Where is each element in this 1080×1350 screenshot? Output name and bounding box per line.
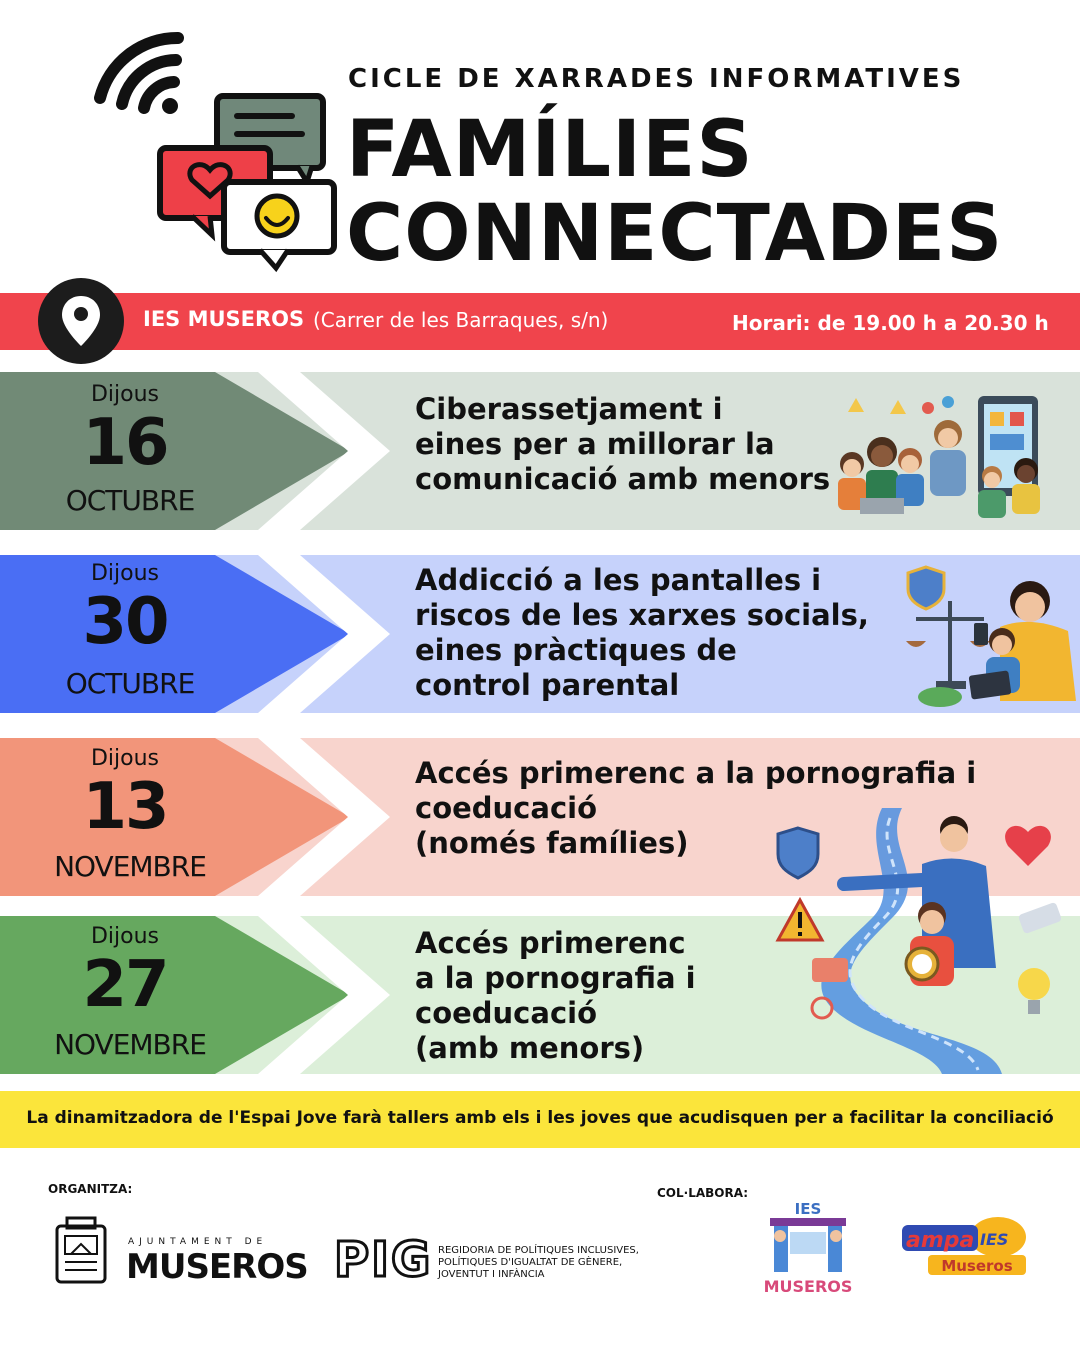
- talk-month: NOVEMBRE: [54, 850, 206, 883]
- talk-day-number: 13: [82, 770, 168, 844]
- ies-logo-top-text: IES: [794, 1200, 822, 1218]
- ampa-ies-logo: [902, 1215, 1028, 1281]
- ampa-logo-bottom-text: Museros: [941, 1257, 1013, 1275]
- ies-logo-bottom-text: MUSEROS: [763, 1277, 853, 1296]
- talk-row: [0, 372, 1080, 530]
- venue-name: IES MUSEROS: [143, 307, 305, 331]
- schedule-hours: Horari: de 19.00 h a 20.30 h: [732, 311, 1049, 335]
- guidance-path-illustration: [772, 808, 1078, 1074]
- talk-day-number: 16: [82, 406, 168, 480]
- title-line-1: FAMÍLIES: [346, 105, 754, 195]
- map-pin-icon: [60, 294, 102, 348]
- town-crest-icon: [53, 1216, 109, 1288]
- parental-control-illustration: [900, 561, 1078, 709]
- ampa-logo-right-text: IES: [980, 1230, 1009, 1249]
- family-devices-illustration: [830, 392, 1050, 522]
- talk-topic: Accés primerenc a la pornografia i coeducació (amb menors): [415, 926, 696, 1065]
- ies-museros-logo: [760, 1200, 856, 1298]
- talk-weekday: Dijous: [90, 382, 160, 407]
- ajuntament-name: MUSEROS: [126, 1247, 308, 1287]
- talk-weekday: Dijous: [90, 924, 160, 949]
- venue-address: (Carrer de les Barraques, s/n): [313, 308, 609, 332]
- map-pin-badge: [38, 278, 124, 364]
- colabora-label: COL·LABORA:: [657, 1186, 749, 1200]
- talk-month: NOVEMBRE: [54, 1028, 206, 1061]
- pig-logo: PIG: [334, 1232, 433, 1288]
- page-title: [346, 105, 1004, 279]
- cycle-subtitle: CICLE DE XARRADES INFORMATIVES: [348, 64, 965, 94]
- talk-day-number: 30: [82, 585, 168, 659]
- talk-topic: Accés primerenc a la pornografia i coeducació (només famílies): [415, 756, 977, 860]
- note-text: La dinamitzadora de l'Espai Jove farà tallers amb els i les joves que acudisquen per a facilitar la conciliació: [26, 1108, 1054, 1128]
- regidoria-text: REGIDORIA DE POLÍTIQUES INCLUSIVES, POLÍTIQUES D'IGUALTAT DE GÈNERE, JOVENTUT I INFÀNCIA: [438, 1245, 639, 1280]
- talk-month: OCTUBRE: [65, 484, 195, 517]
- talk-weekday: Dijous: [90, 746, 160, 771]
- talk-topic: Addicció a les pantalles i riscos de les xarxes socials, eines pràctiques de control parental: [415, 563, 869, 702]
- talk-month: OCTUBRE: [65, 667, 195, 700]
- ajuntament-label: AJUNTAMENT DE: [128, 1237, 268, 1247]
- title-line-2: CONNECTADES: [346, 189, 1004, 279]
- organiza-label: ORGANITZA:: [48, 1182, 133, 1196]
- ampa-logo-left-text: ampa: [906, 1228, 975, 1253]
- talk-row: [0, 555, 1080, 713]
- talk-weekday: Dijous: [90, 561, 160, 586]
- talk-day-number: 27: [82, 948, 168, 1022]
- chat-bubbles-wifi-icon: [92, 30, 342, 275]
- talk-topic: Ciberassetjament i eines per a millorar la comunicació amb menors: [415, 392, 831, 496]
